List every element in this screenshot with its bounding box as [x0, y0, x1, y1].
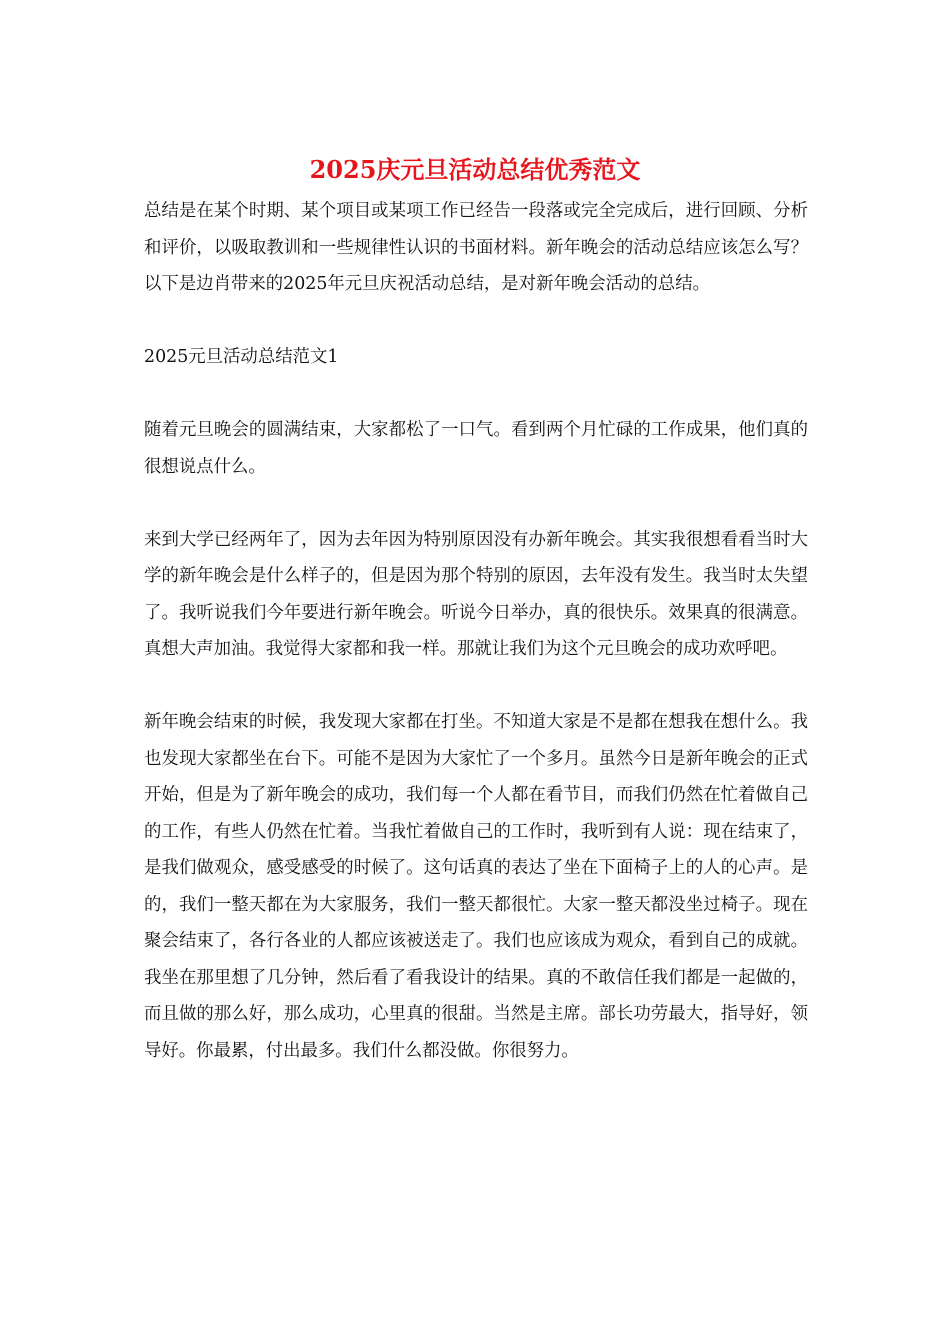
document-body	[144, 193, 808, 1069]
intro-paragraph: 总结是在某个时期、某个项目或某项工作已经告一段落或完全完成后，进行回顾、分析和评价，以吸取教训和一些规律性认识的书面材料。新年晚会的活动总结应该怎么写？以下是边肖带来的2025年元旦庆祝活动总结，是对新年晚会活动的总结。	[144, 201, 808, 294]
section-heading: 2025元旦活动总结范文1	[144, 347, 339, 367]
body-paragraph: 随着元旦晚会的圆满结束，大家都松了一口气。看到两个月忙碌的工作成果，他们真的很想说点什么。	[144, 420, 808, 477]
document-title: 2025庆元旦活动总结优秀范文	[309, 155, 641, 184]
body-paragraph: 来到大学已经两年了，因为去年因为特别原因没有办新年晚会。其实我很想看看当时大学的新年晚会是什么样子的，但是因为那个特别的原因，去年没有发生。我当时太失望了。我听说我们今年要进行新年晚会。听说今日举办，真的很快乐。效果真的很满意。真想大声加油。我觉得大家都和我一样。那就让我们为这个元旦晚会的成功欢呼吧。	[144, 529, 808, 659]
body-paragraph: 新年晚会结束的时候，我发现大家都在打坐。不知道大家是不是都在想我在想什么。我也发现大家都坐在台下。可能不是因为大家忙了一个多月。虽然今日是新年晚会的正式开始，但是为了新年晚会的成功，我们每一个人都在看节目，而我们仍然在忙着做自己的工作，有些人仍然在忙着。当我忙着做自己的工作时，我听到有人说：现在结束了，是我们做观众，感受感受的时候了。这句话真的表达了坐在下面椅子上的人的心声。是的，我们一整天都在为大家服务，我们一整天都很忙。大家一整天都没坐过椅子。现在聚会结束了，各行各业的人都应该被送走了。我们也应该成为观众，看到自己的成就。我坐在那里想了几分钟，然后看了看我设计的结果。真的不敢信任我们都是一起做的，而且做的那么好，那么成功，心里真的很甜。当然是主席。部长功劳最大，指导好，领导好。你最累，付出最多。我们什么都没做。你很努力。	[144, 712, 808, 1061]
